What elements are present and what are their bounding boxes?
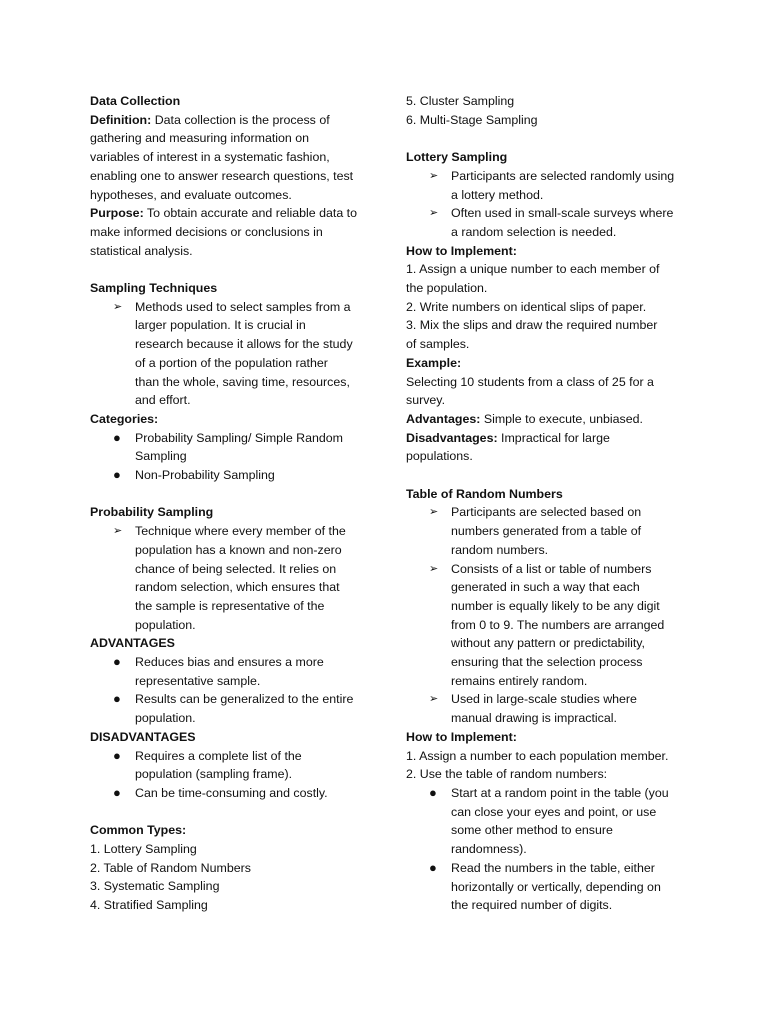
item-text: can close your eyes and point, or use [451,804,657,819]
item-text: Start at a random point in the table (you [451,785,669,800]
definition-text: hypotheses, and evaluate outcomes. [90,187,292,202]
common-type-item: 3. Systematic Sampling [90,879,220,894]
definition-text: Data collection is the process of [154,112,330,127]
common-type-item: 5. Cluster Sampling [406,94,515,108]
list-item [406,204,684,241]
categories-label: Categories: [90,411,159,426]
dot-bullet-icon: ● [113,747,121,763]
example-label: Example: [406,355,462,370]
item-text: remains entirely random. [451,673,588,688]
item-text: the required number of digits. [451,898,613,913]
item-text: Reduces bias and ensures a more [135,655,324,670]
advantages-label: Advantages: [406,411,481,426]
left-column [90,92,362,915]
item-text: Non-Probability Sampling [135,468,275,483]
list-item [406,784,684,859]
list-item [90,522,362,634]
item-text: Often used in small-scale surveys where [451,206,674,221]
purpose-text: To obtain accurate and reliable data to [146,206,358,221]
item-text: chance of being selected. It relies on [135,561,337,576]
item-text: Requires a complete list of the [135,748,302,763]
item-text: Read the numbers in the table, either [451,860,655,875]
item-text: a random selection is needed. [451,224,617,239]
arrow-bullet-icon: ➢ [429,207,439,220]
item-text: numbers generated from a table of [451,524,642,539]
list-item [90,784,362,803]
advantages-label: ADVANTAGES [90,636,175,651]
dot-bullet-icon: ● [113,654,121,670]
item-text: Participants are selected randomly using [451,168,675,183]
list-item [90,298,362,410]
dot-bullet-icon: ● [113,691,121,707]
right-column [406,92,684,915]
step-text: 2. Use the table of random numbers: [406,767,608,782]
item-text: Participants are selected based on [451,505,642,520]
item-text: the sample is representative of the [135,598,325,613]
dot-bullet-icon: ● [429,784,437,800]
arrow-bullet-icon: ➢ [429,169,439,182]
item-text: random numbers. [451,542,549,557]
spacer [406,466,684,485]
item-text: and effort. [135,393,191,408]
common-type-item: 4. Stratified Sampling [90,898,208,913]
step-text: of samples. [406,337,470,352]
common-types-heading: Common Types: [90,823,187,838]
item-text: Consists of a list or table of numbers [451,561,652,576]
example-text: Selecting 10 students from a class of 25 for a [406,374,654,389]
spacer [406,129,684,148]
list-item [90,653,362,690]
list-item [90,429,362,466]
probability-sampling-heading: Probability Sampling [90,505,214,520]
item-text: population. [135,711,196,726]
sampling-techniques-heading: Sampling Techniques [90,281,218,296]
step-text: 3. Mix the slips and draw the required number [406,318,658,333]
dot-bullet-icon: ● [113,784,121,800]
definition-text: enabling one to answer research questions, test [90,168,354,183]
list-item [406,503,684,559]
arrow-bullet-icon: ➢ [113,300,123,313]
list-item [90,747,362,784]
advantages-line [406,410,684,429]
common-type-item: 6. Multi-Stage Sampling [406,112,538,127]
item-text: Technique where every member of the [135,524,346,539]
spacer [90,485,362,504]
dot-bullet-icon: ● [113,467,121,483]
purpose-line [90,204,362,223]
arrow-bullet-icon: ➢ [429,562,439,575]
spacer [90,803,362,822]
list-item [406,690,684,727]
how-to-implement-label: How to Implement: [406,243,517,258]
purpose-text: make informed decisions or conclusions in [90,224,323,239]
item-text: Results can be generalized to the entire [135,692,354,707]
item-text: population (sampling frame). [135,767,293,782]
step-text: 2. Write numbers on identical slips of paper. [406,299,647,314]
example-text: survey. [406,393,446,408]
step-text: 1. Assign a number to each population member. [406,748,669,763]
step-text: 1. Assign a unique number to each member of [406,262,660,277]
item-text: larger population. It is crucial in [135,318,306,333]
item-text: Methods used to select samples from a [135,299,351,314]
disadvantages-text: Impractical for large [501,430,610,445]
item-text: without any pattern or predictability, [451,636,645,651]
disadvantages-label: DISADVANTAGES [90,729,196,744]
item-text: random selection, which ensures that [135,580,340,595]
item-text: ensuring that the selection process [451,655,643,670]
item-text: population. [135,617,196,632]
item-text: randomness). [451,842,527,857]
item-text: population has a known and non-zero [135,542,342,557]
item-text: generated in such a way that each [451,580,640,595]
item-text: manual drawing is impractical. [451,711,617,726]
item-text: Used in large-scale studies where [451,692,637,707]
disadvantages-line [406,429,684,448]
data-collection-heading: Data Collection [90,94,181,108]
common-type-item: 1. Lottery Sampling [90,842,197,857]
arrow-bullet-icon: ➢ [113,525,123,538]
definition-line [90,111,362,130]
item-text: a lottery method. [451,187,544,202]
spacer [90,260,362,279]
disadvantages-label: Disadvantages: [406,430,498,445]
purpose-text: statistical analysis. [90,243,193,258]
purpose-label: Purpose: [90,206,144,221]
item-text: Probability Sampling/ Simple Random [135,430,343,445]
definition-text: gathering and measuring information on [90,131,310,146]
item-text: from 0 to 9. The numbers are arranged [451,617,665,632]
dot-bullet-icon: ● [113,429,121,445]
list-item [406,167,684,204]
how-to-implement-label: How to Implement: [406,729,517,744]
advantages-text: Simple to execute, unbiased. [483,411,643,426]
arrow-bullet-icon: ➢ [429,506,439,519]
disadvantages-text: populations. [406,449,473,464]
step-text: the population. [406,281,488,296]
lottery-sampling-heading: Lottery Sampling [406,150,508,165]
list-item [406,560,684,691]
item-text: Can be time-consuming and costly. [135,785,328,800]
dot-bullet-icon: ● [429,859,437,875]
definition-text: variables of interest in a systematic fashion, [90,150,330,165]
table-random-numbers-heading: Table of Random Numbers [406,486,563,501]
list-item [406,859,684,915]
item-text: some other method to ensure [451,823,613,838]
item-text: representative sample. [135,673,261,688]
definition-label: Definition: [90,112,152,127]
item-text: of a portion of the population rather [135,355,328,370]
item-text: than the whole, saving time, resources, [135,374,350,389]
list-item [90,690,362,727]
list-item [90,466,362,485]
item-text: Sampling [135,449,187,464]
item-text: number is equally likely to be any digit [451,598,660,613]
common-type-item: 2. Table of Random Numbers [90,860,251,875]
item-text: research because it allows for the study [135,337,353,352]
arrow-bullet-icon: ➢ [429,693,439,706]
item-text: horizontally or vertically, depending on [451,879,661,894]
